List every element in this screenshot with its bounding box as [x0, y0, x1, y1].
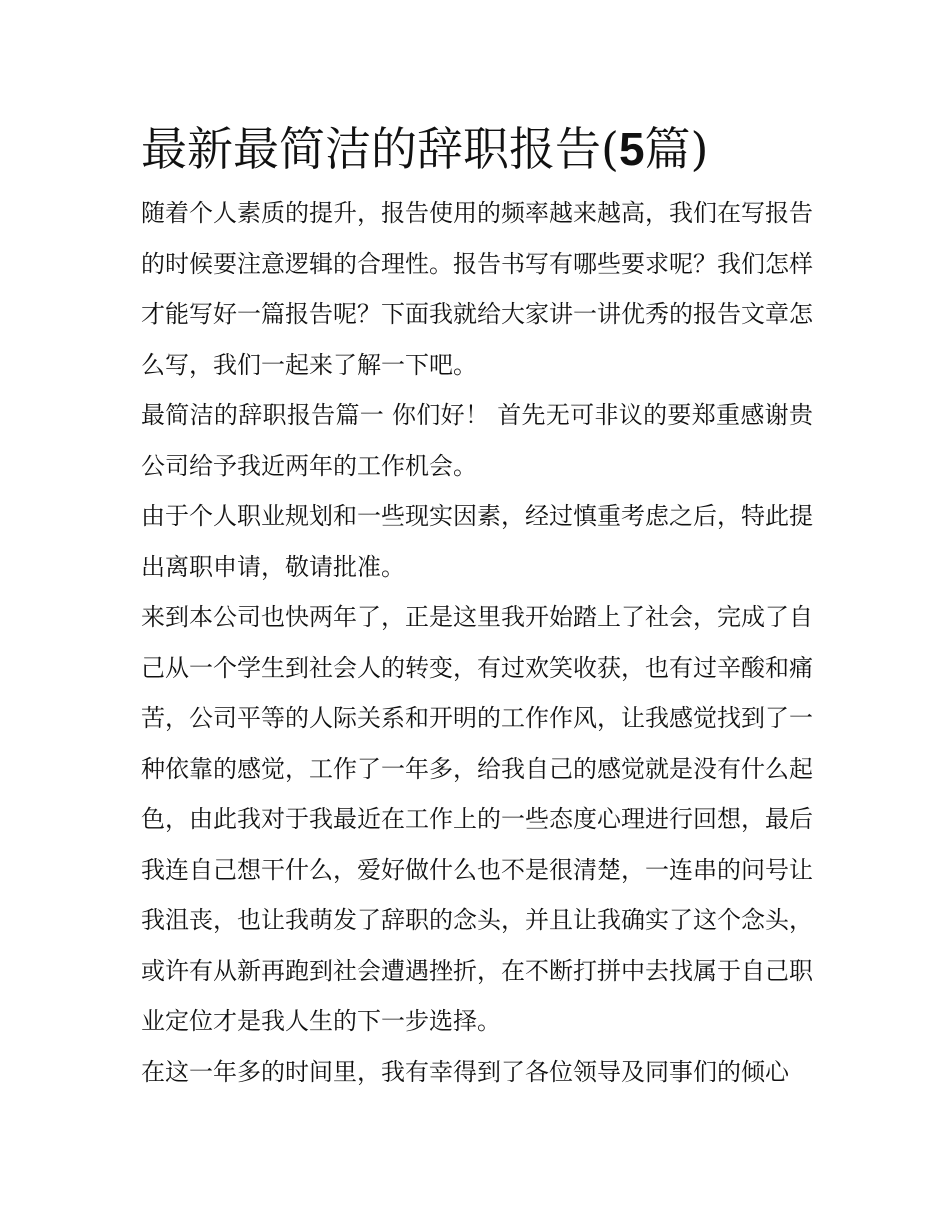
- document-title: [141, 118, 813, 180]
- paragraph-greeting: 最简洁的辞职报告篇一 你们好！ 首先无可非议的要郑重感谢贵公司给予我近两年的工作机会。: [141, 401, 813, 480]
- paragraph-intro: 随着个人素质的提升，报告使用的频率越来越高，我们在写报告的时候要注意逻辑的合理性。报告书写有哪些要求呢？我们怎样才能写好一篇报告呢？下面我就给大家讲一讲优秀的报告文章怎么写，我们一起来了解一下吧。: [141, 199, 813, 379]
- paragraph-gratitude: 在这一年多的时间里，我有幸得到了各位领导及同事们的倾心: [141, 1057, 789, 1086]
- paragraph-reason: 由于个人职业规划和一些现实因素，经过慎重考虑之后，特此提出离职申请，敬请批准。: [141, 502, 813, 581]
- paragraph-experience: 来到本公司也快两年了，正是这里我开始踏上了社会，完成了自己从一个学生到社会人的转变，有过欢笑收获，也有过辛酸和痛苦，公司平等的人际关系和开明的工作作风，让我感觉找到了一种依靠的感觉，工作了一年多，给我自己的感觉就是没有什么起色，由此我对于我最近在工作上的一些态度心理进行回想，最后我连自己想干什么，爱好做什么也不是很清楚，一连串的问号让我沮丧，也让我萌发了辞职的念头，并且让我确实了这个念头，或许有从新再跑到社会遭遇挫折，在不断打拼中去找属于自己职业定位才是我人生的下一步选择。: [141, 603, 813, 1035]
- title-suffix: 篇): [644, 122, 709, 176]
- title-prefix: 最新最简洁的辞职报告(: [141, 122, 619, 176]
- document-content: [141, 118, 813, 1097]
- title-number: 5: [618, 123, 645, 175]
